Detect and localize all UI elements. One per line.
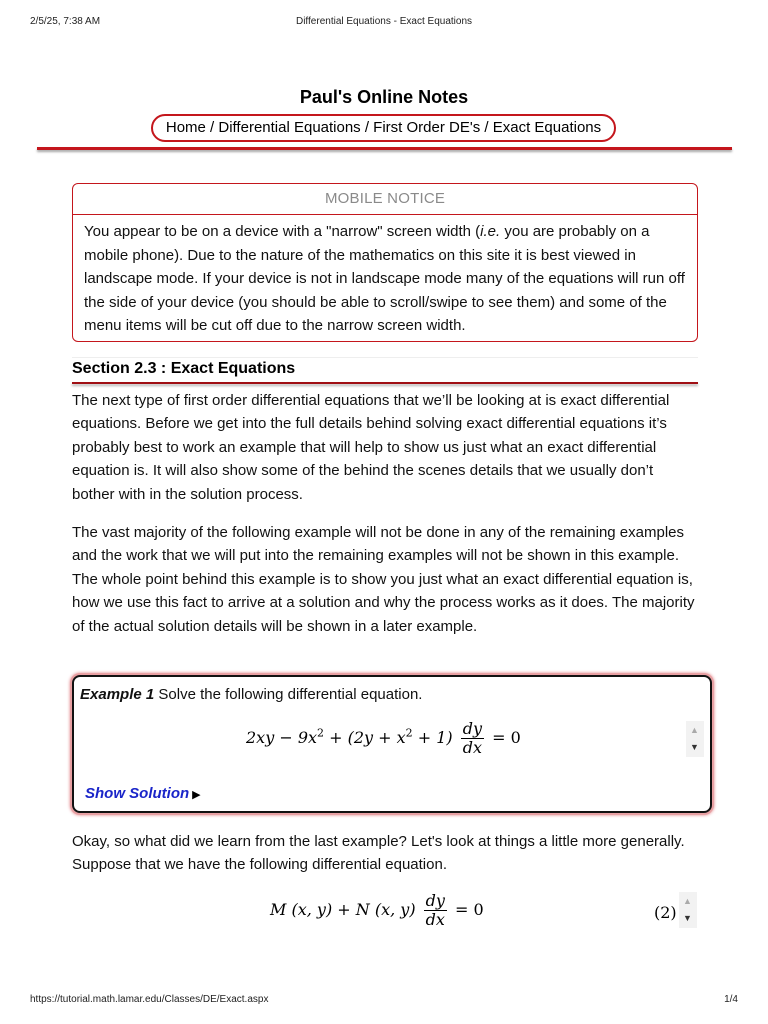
equation-scroll-control[interactable] [686,721,704,757]
general-scroll-down-icon[interactable]: ▼ [683,913,692,923]
example-prompt: Solve the following differential equation. [154,686,423,703]
equation-mid: + (2y + x [324,728,406,747]
general-equation-lhs: M (x, y) + N (x, y) [270,900,421,919]
print-page-number: 1/4 [724,994,738,1005]
scroll-up-icon[interactable]: ▲ [690,725,699,735]
fraction-numerator: dy [462,719,483,738]
show-solution-label: Show Solution [85,785,190,802]
scroll-down-icon[interactable]: ▼ [690,742,699,752]
show-solution-link[interactable] [85,785,201,802]
equation-mid-2: + 1) [412,728,458,747]
expand-triangle-icon: ▶ [192,789,201,801]
general-fraction-denominator: dx [424,910,447,929]
equation-lhs: 2xy − 9x [246,728,318,747]
dy-dx-fraction [461,720,484,757]
intro-paragraph: The next type of first order differential equations that we’ll be looking at is exact differential equations. Before we get into the full details behind solving exact differential equations it’s probably best to work an example that will help to show us just what an exact differential equation is. It will also show some of the behind the scenes details that we usually don’t bother with in the solution process. [72,392,670,503]
mobile-notice-ie: i.e. [480,223,501,240]
general-dy-dx-fraction [424,892,447,929]
mobile-notice [72,183,698,342]
print-header [30,16,738,30]
general-equation-rhs: = 0 [449,900,484,919]
mobile-notice-text-1: You appear to be on a device with a "narrow" screen width ( [84,223,481,240]
equation-exponent-1: 2 [317,726,325,740]
mobile-notice-body [73,215,697,338]
section-divider [72,382,698,384]
general-equation [270,892,484,929]
mobile-notice-heading: MOBILE NOTICE [73,184,697,215]
equation-exponent-2: 2 [405,726,413,740]
example-equation [246,720,521,757]
print-footer [30,994,738,1008]
mobile-notice-text-2: you are probably on a mobile phone). Due to the nature of the mathematics on this site it is best viewed in landscape mode. If your device is not in landscape mode many of the equations will run off the side of your device (you should be able to scroll/swipe to see them) and some of the menu items will be cut off due to the narrow screen width. [84,223,685,334]
site-title: Paul's Online Notes [299,87,469,107]
general-equation-scroll-control[interactable] [679,892,697,928]
example-box [72,675,712,813]
overview-paragraph: The vast majority of the following example will not be done in any of the remaining examples and the work that we will put into the remaining examples will not be shown in this example. The whole point behind this example is to show you just what an exact differential equation is, how we use this fact to arrive at a solution and why the process works as it does. The majority of the actual solution details will be shown in a later example. [72,524,695,635]
print-datetime: 2/5/25, 7:38 AM [30,16,101,27]
print-url: https://tutorial.math.lamar.edu/Classes/DE/Exact.aspx [30,994,269,1005]
fraction-denominator: dx [461,738,484,757]
general-fraction-numerator: dy [425,891,445,910]
header-divider [37,147,732,150]
print-doc-title: Differential Equations - Exact Equations [295,16,473,27]
example-title [80,686,422,703]
generalization-paragraph: Okay, so what did we learn from the last example? Let's look at things a little more generally. Suppose that we have the following differential equation. [72,833,685,874]
equation-rhs: = 0 [487,728,521,747]
example-label: Example 1 [80,686,155,703]
general-scroll-up-icon[interactable]: ▲ [683,896,692,906]
section-heading: Section 2.3 : Exact Equations [72,357,698,383]
breadcrumb[interactable]: Home / Differential Equations / First Order DE's / Exact Equations [151,114,616,142]
equation-number: (2) [654,903,677,922]
